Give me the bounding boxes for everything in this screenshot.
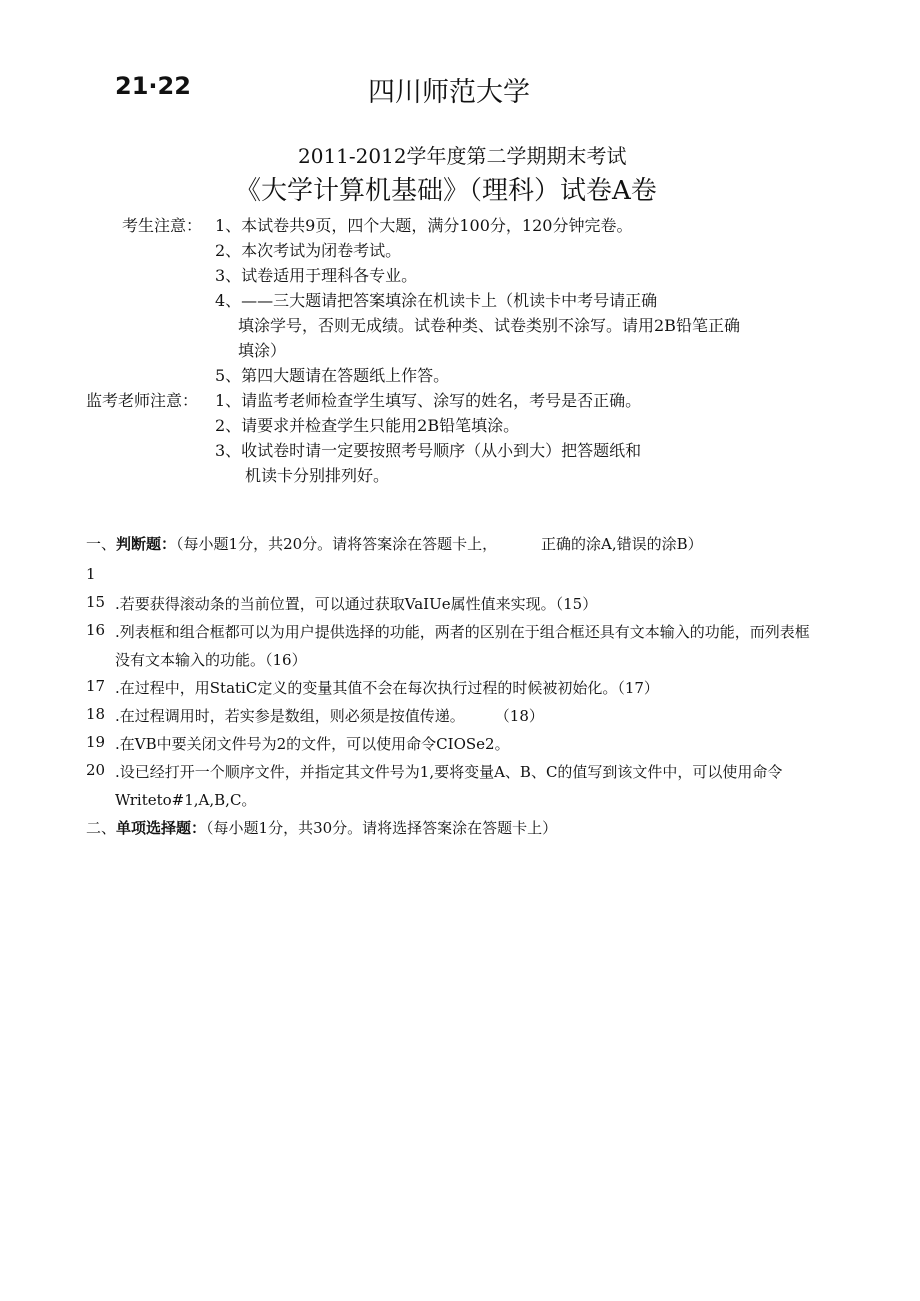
question-16-continuation: 没有文本输入的功能。（16）: [115, 651, 307, 669]
question-15-number: 15: [86, 593, 106, 611]
section1-heading: [86, 533, 497, 554]
student-note-5: 5、第四大题请在答题纸上作答。: [215, 366, 450, 385]
section1-title: 判断题：: [116, 535, 177, 553]
section1-prefix: 一、: [86, 535, 117, 553]
section1-instruction-2: 正确的涂A,错误的涂B）: [541, 535, 703, 553]
semester-title: 2011-2012学年度第二学期期末考试: [298, 144, 627, 168]
student-note-1: 1、本试卷共9页，四个大题，满分100分，120分钟完卷。: [215, 216, 633, 235]
question-17-number: 17: [86, 677, 106, 695]
proctor-note-3-cont: 机读卡分别排列好。: [245, 466, 390, 485]
section2-prefix: 二、: [86, 819, 117, 837]
exam-code: 21·22: [115, 72, 191, 100]
question-19-text: .在VB中要关闭文件号为2的文件，可以使用命令CIOSe2。: [115, 735, 510, 753]
question-16-number: 16: [86, 621, 106, 639]
student-note-3: 3、试卷适用于理科各专业。: [215, 266, 418, 285]
student-note-4-cont: 填涂学号，否则无成绩。试卷种类、试卷类别不涂写。请用2B铅笔正确: [238, 316, 740, 335]
student-note-4: 4、——三大题请把答案填涂在机读卡上（机读卡中考号请正确: [215, 291, 658, 310]
student-note-2: 2、本次考试为闭卷考试。: [215, 241, 402, 260]
section2-heading: [86, 817, 557, 838]
question-15-text: .若要获得滚动条的当前位置，可以通过获取VaIUe属性值来实现。（15）: [115, 595, 598, 613]
question-20-text: .设已经打开一个顺序文件，并指定其文件号为1,要将变量A、B、C的值写到该文件中，可以使用命令: [115, 763, 783, 781]
student-note-4-cont2: 填涂）: [238, 341, 287, 360]
proctor-note-1: 1、请监考老师检查学生填写、涂写的姓名，考号是否正确。: [215, 391, 642, 410]
question-18-text: .在过程调用时，若实参是数组，则必须是按值传递。 （18）: [115, 707, 544, 725]
question-20-number: 20: [86, 761, 106, 779]
question-20-continuation: Writeto#1,A,B,C。: [115, 791, 257, 809]
university-name: 四川师范大学: [368, 77, 530, 108]
student-notes-label: 考生注意：: [122, 216, 203, 235]
proctor-note-2: 2、请要求并检查学生只能用2B铅笔填涂。: [215, 416, 520, 435]
question-19-number: 19: [86, 733, 106, 751]
section1-instruction: （每小题1分，共20分。请将答案涂在答题卡上，: [176, 535, 498, 553]
proctor-notes-label: 监考老师注意：: [86, 391, 199, 410]
proctor-note-3: 3、收试卷时请一定要按照考号顺序（从小到大）把答题纸和: [215, 441, 642, 460]
section2-title: 单项选择题：: [116, 819, 207, 837]
section2-instruction: （每小题1分，共30分。请将选择答案涂在答题卡上）: [206, 819, 558, 837]
question-18-number: 18: [86, 705, 106, 723]
exam-title: 《大学计算机基础》（理科）试卷A卷: [235, 176, 657, 206]
stray-number: 1: [86, 565, 96, 583]
question-16-text: .列表框和组合框都可以为用户提供选择的功能，两者的区别在于组合框还具有文本输入的功能，而列表框: [115, 623, 810, 641]
question-17-text: .在过程中，用StatiC定义的变量其值不会在每次执行过程的时候被初始化。（17）: [115, 679, 659, 697]
